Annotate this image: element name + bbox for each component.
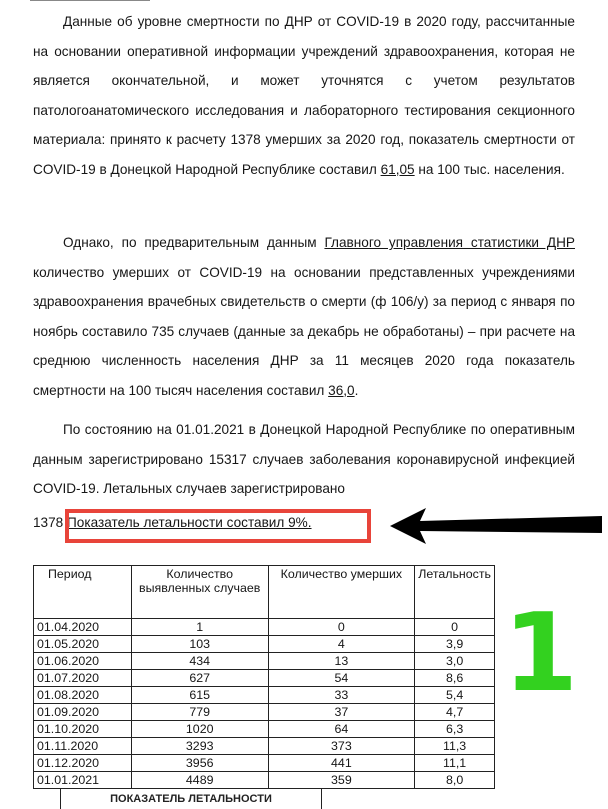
table-cell: 3956 xyxy=(131,755,268,772)
paragraph-statistics-office xyxy=(33,228,575,405)
table-cell: 01.09.2020 xyxy=(34,704,132,721)
table-header-row xyxy=(34,566,495,619)
table-cell: 33 xyxy=(268,687,415,704)
paragraph-text: Данные об уровне смертности по ДНР от COVID-19 в 2020 году, рассчитанные на основании оперативной информации учреждений здравоохранения, которая не является окончательной, и может уточнятся с учетом результатов патологоанатомического исследования и лабораторного тестирования секционного материала: принято к расчету 1378 умерших за 2020 год, показатель смертности от COVID-19 в Донецкой Народной Республике составил xyxy=(33,14,575,177)
table-row xyxy=(34,636,495,653)
table-cell: 54 xyxy=(268,670,415,687)
table-cell: 779 xyxy=(131,704,268,721)
table-row xyxy=(34,721,495,738)
table-cell: 3293 xyxy=(131,738,268,755)
table-cell: 37 xyxy=(268,704,415,721)
table-cell: 4489 xyxy=(131,772,268,789)
mortality-rate-value: 61,05 xyxy=(380,161,415,177)
top-cropped-element xyxy=(30,0,150,1)
arrow-left-icon xyxy=(390,508,602,544)
table-cell: 01.01.2021 xyxy=(34,772,132,789)
table-cell: 627 xyxy=(131,670,268,687)
table-cell: 8,6 xyxy=(415,670,495,687)
table-row xyxy=(34,670,495,687)
paragraph-mortality-2020 xyxy=(33,7,575,184)
paragraph-text: количество умерших от COVID-19 на основании представленных учреждениями здравоохранения врачебных свидетельств о смерти (ф 106/у) за период с января по ноябрь составило 735 случаев (данные за декабрь не обработаны) – при расчете на среднюю численность населения ДНР за 11 месяцев 2020 года показатель смертности на 100 тысяч населения составил xyxy=(33,264,575,398)
table-row xyxy=(34,619,495,636)
next-section-heading: ПОКАЗАТЕЛЬ ЛЕТАЛЬНОСТИ xyxy=(60,788,322,809)
table-cell: 3,9 xyxy=(415,636,495,653)
column-header: Количество выявленных случаев xyxy=(131,566,268,619)
table-row xyxy=(34,738,495,755)
table-cell: 441 xyxy=(268,755,415,772)
lethality-statement: Показатель летальности составил 9%. xyxy=(67,515,312,530)
table-cell: 373 xyxy=(268,738,415,755)
lethality-table xyxy=(33,565,495,789)
table-cell: 01.07.2020 xyxy=(34,670,132,687)
table-cell: 01.12.2020 xyxy=(34,755,132,772)
table-cell: 8,0 xyxy=(415,772,495,789)
annotation-number: 1 xyxy=(503,591,579,716)
paragraph-text: . xyxy=(354,382,359,398)
table-cell: 1020 xyxy=(131,721,268,738)
table-cell: 6,3 xyxy=(415,721,495,738)
table-cell: 0 xyxy=(415,619,495,636)
column-header: Количество умерших xyxy=(268,566,415,619)
table-cell: 01.04.2020 xyxy=(34,619,132,636)
column-header: Летальность xyxy=(415,566,495,619)
table-cell: 01.11.2020 xyxy=(34,738,132,755)
table-cell: 01.06.2020 xyxy=(34,653,132,670)
table-cell: 64 xyxy=(268,721,415,738)
paragraph-text: Однако, по предварительным данным xyxy=(63,235,325,250)
table-cell: 11,3 xyxy=(415,738,495,755)
red-highlight-box xyxy=(65,509,371,543)
table-row xyxy=(34,687,495,704)
table-cell: 103 xyxy=(131,636,268,653)
table-cell: 0 xyxy=(268,619,415,636)
table-cell: 4 xyxy=(268,636,415,653)
table-cell: 13 xyxy=(268,653,415,670)
paragraph-text: По состоянию на 01.01.2021 в Донецкой Народной Республике по оперативным данным зарегистрировано 15317 случаев заболевания коронавирусной инфекцией COVID-19. Летальных случаев зарегистрировано xyxy=(33,422,575,496)
mortality-rate-value: 36,0 xyxy=(328,382,355,398)
table-row xyxy=(34,772,495,789)
statistics-office-link[interactable]: Главного управления статистики ДНР xyxy=(324,235,575,250)
paragraph-text: на 100 тыс. населения. xyxy=(414,161,565,177)
table-cell: 01.08.2020 xyxy=(34,687,132,704)
table-cell: 434 xyxy=(131,653,268,670)
table-cell: 5,4 xyxy=(415,687,495,704)
table-row xyxy=(34,653,495,670)
table-cell: 3,0 xyxy=(415,653,495,670)
table-cell: 11,1 xyxy=(415,755,495,772)
table-row xyxy=(34,755,495,772)
paragraph-status-2021 xyxy=(33,415,575,504)
table-cell: 01.10.2020 xyxy=(34,721,132,738)
column-header: Период xyxy=(34,566,132,619)
table-cell: 01.05.2020 xyxy=(34,636,132,653)
table-cell: 1 xyxy=(131,619,268,636)
death-count: 1378 xyxy=(33,515,68,530)
table-cell: 615 xyxy=(131,687,268,704)
table-cell: 4,7 xyxy=(415,704,495,721)
table-row xyxy=(34,704,495,721)
table-cell: 359 xyxy=(268,772,415,789)
